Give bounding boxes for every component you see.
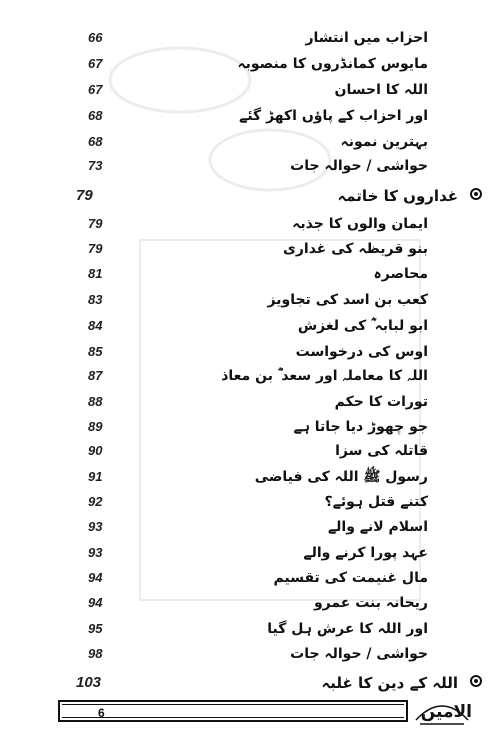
toc-title: اور اللہ کا عرش ہل گیا [267, 621, 428, 637]
toc-entry[interactable] [0, 591, 500, 615]
toc-page-number: 87 [88, 368, 103, 383]
toc-page-number: 89 [88, 419, 103, 434]
toc-title: قاتلہ کی سزا [335, 443, 428, 459]
toc-entry[interactable] [0, 515, 500, 539]
toc-title: مال غنیمت کی تقسیم [273, 570, 428, 586]
toc-title: ابو لبابہ ؓ کی لغزش [297, 318, 428, 334]
toc-page-number: 92 [88, 494, 103, 509]
toc-entry[interactable] [0, 642, 500, 666]
toc-page-number: 94 [88, 570, 103, 585]
toc-entry[interactable] [0, 104, 500, 128]
toc-title: محاصرہ [373, 266, 428, 282]
chapter-bullet-icon [470, 188, 482, 200]
toc-title: تورات کا حکم [334, 394, 428, 410]
toc-page-number: 79 [88, 241, 103, 256]
toc-entry[interactable] [0, 415, 500, 439]
toc-entry[interactable] [0, 262, 500, 286]
toc-page-number: 83 [88, 292, 103, 307]
toc-title: بہترین نمونہ [340, 134, 428, 150]
toc-entry[interactable] [0, 490, 500, 514]
toc-title: احزاب میں انتشار [305, 30, 428, 46]
toc-entry[interactable] [0, 390, 500, 414]
toc-page-number: 90 [88, 443, 103, 458]
toc-entry[interactable] [0, 465, 500, 489]
toc-page-number: 93 [88, 545, 103, 560]
toc-entry[interactable] [0, 154, 500, 178]
toc-page-number: 85 [88, 344, 103, 359]
toc-entry[interactable] [0, 26, 500, 50]
toc-title: حواشی / حوالہ جات [290, 158, 428, 174]
footer-bar [58, 700, 408, 722]
toc-page-number: 103 [76, 674, 102, 691]
toc-entry[interactable] [0, 566, 500, 590]
toc-page-number: 81 [88, 266, 103, 281]
toc-page-number: 91 [88, 469, 103, 484]
toc-page-number: 84 [88, 318, 103, 333]
toc-page-number: 95 [88, 621, 103, 636]
toc-chapter-entry[interactable] [0, 184, 500, 208]
page-number: 6 [98, 706, 105, 720]
toc-title: اوس کی درخواست [295, 344, 428, 360]
toc-entry[interactable] [0, 541, 500, 565]
toc-entry[interactable] [0, 212, 500, 236]
toc-title: ایمان والوں کا جذبہ [292, 216, 428, 232]
footer-inner-rule [62, 704, 404, 718]
toc-title: جو چھوڑ دیا جاتا ہے [293, 419, 428, 435]
toc-entry[interactable] [0, 340, 500, 364]
toc-title: حواشی / حوالہ جات [290, 646, 428, 662]
toc-title: اور احزاب کے پاؤں اکھڑ گئے [239, 108, 428, 124]
publisher-logo [412, 690, 472, 730]
toc-title: بنو قریظہ کی غداری [283, 241, 428, 257]
toc-page-number: 67 [88, 56, 103, 71]
toc-page-number: 79 [76, 187, 93, 204]
toc-chapter-title: غداروں کا خاتمہ [337, 187, 458, 205]
toc-title: عہد پورا کرنے والے [303, 545, 428, 561]
toc-entry[interactable] [0, 617, 500, 641]
toc-entry[interactable] [0, 78, 500, 102]
toc-entry[interactable] [0, 314, 500, 338]
toc-title: اسلام لانے والے [327, 519, 428, 535]
toc-page-number: 68 [88, 134, 103, 149]
toc-page-number: 68 [88, 108, 103, 123]
toc-title: ریحانہ بنت عمرو [313, 595, 428, 611]
toc-entry[interactable] [0, 439, 500, 463]
toc-title: کتنے قتل ہوئے؟ [324, 494, 428, 510]
logo-text: الامین [420, 702, 472, 722]
toc-entry[interactable] [0, 130, 500, 154]
toc-page-number: 93 [88, 519, 103, 534]
toc-page-number: 88 [88, 394, 103, 409]
toc-page-number: 94 [88, 595, 103, 610]
toc-page-number: 79 [88, 216, 103, 231]
toc-page-number: 98 [88, 646, 103, 661]
toc-entry[interactable] [0, 52, 500, 76]
toc-chapter-title: اللہ کے دین کا غلبہ [321, 674, 458, 692]
toc-page-number: 73 [88, 158, 103, 173]
toc-title: کعب بن اسد کی تجاویز [267, 292, 428, 308]
toc-page-number: 66 [88, 30, 103, 45]
toc-title: رسول ﷺ اللہ کی فیاضی [254, 469, 428, 485]
toc-entry[interactable] [0, 364, 500, 388]
toc-title: مایوس کمانڈروں کا منصوبہ [237, 56, 428, 72]
chapter-bullet-icon [470, 675, 482, 687]
toc-page-number: 67 [88, 82, 103, 97]
toc-entry[interactable] [0, 288, 500, 312]
toc-title: اللہ کا احسان [334, 82, 428, 98]
toc-entry[interactable] [0, 237, 500, 261]
toc-title: اللہ کا معاملہ اور سعد ؓ بن معاذ [221, 368, 428, 384]
